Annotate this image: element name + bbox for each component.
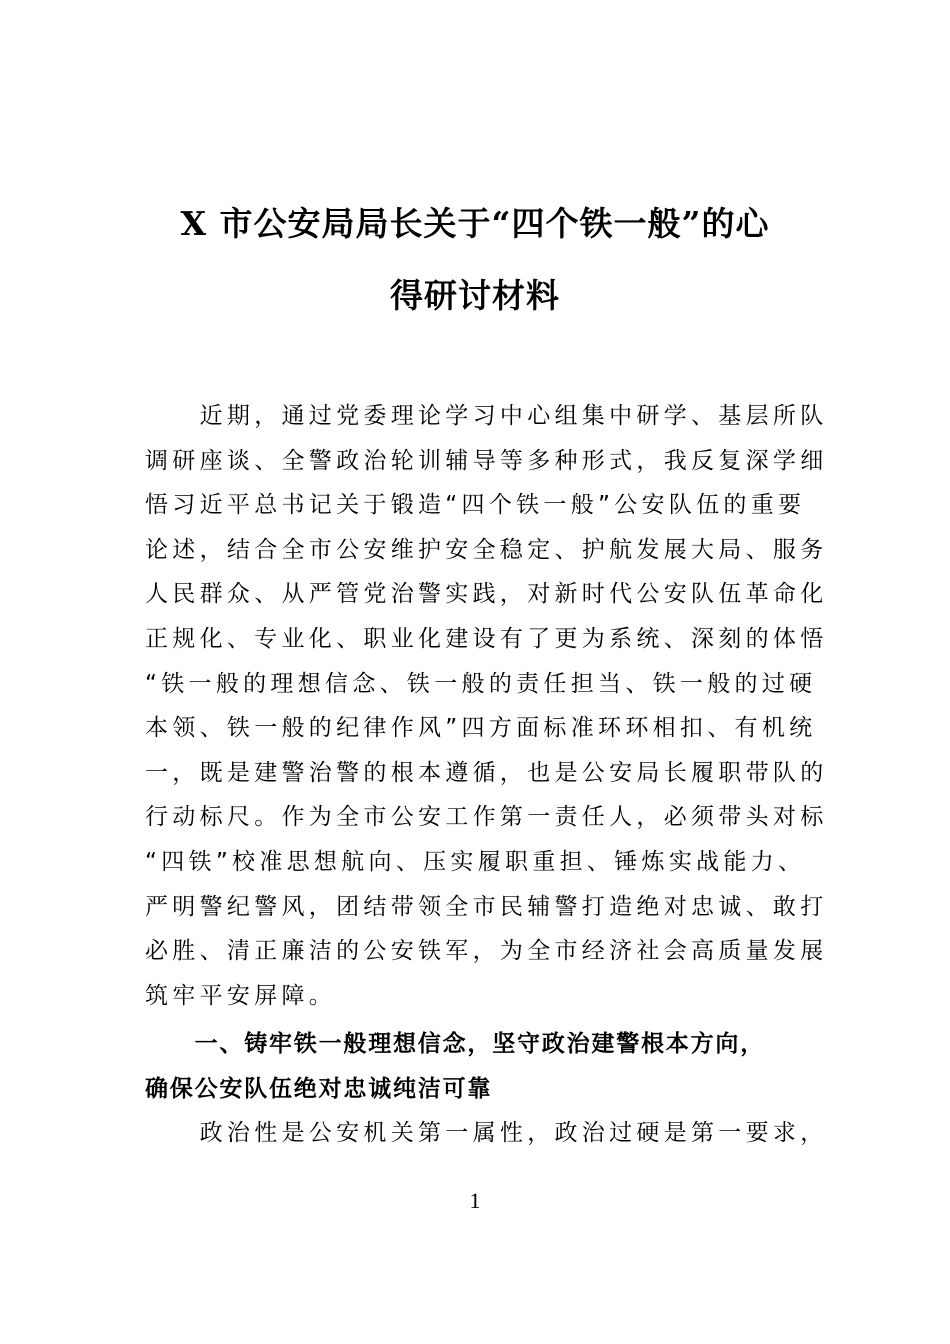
title-line-2: 得研讨材料 [390,276,560,315]
intro-paragraph [145,394,828,1018]
section-paragraph-line: 政治性是公安机关第一属性，政治过硬是第一要求， [145,1120,828,1146]
intro-line: 行动标尺。作为全市公安工作第一责任人，必须带头对标 [145,804,828,831]
section-heading-line: 确保公安队伍绝对忠诚纯洁可靠 [145,1075,493,1102]
section-heading [145,1022,805,1111]
intro-line: 调研座谈、全警政治轮训辅导等多种形式，我反复深学细 [145,447,828,474]
intro-line: “铁一般的理想信念、铁一般的责任担当、铁一般的过硬 [145,670,817,697]
section-heading-line: 一、铸牢铁一般理想信念，坚守政治建警根本方向， [145,1031,765,1057]
intro-line: 一，既是建警治警的根本遵循，也是公安局长履职带队的 [145,759,828,786]
intro-line: 悟习近平总书记关于锻造“四个铁一般”公安队伍的重要 [145,492,806,519]
intro-line: 严明警纪警风，团结带领全市民辅警打造绝对忠诚、敢打 [145,893,828,920]
intro-line: 论述，结合全市公安维护安全稳定、护航发展大局、服务 [145,536,828,563]
intro-line: 筑牢平安屏障。 [145,982,337,1009]
page-number: 1 [469,1188,481,1213]
document-title [140,188,810,332]
title-line-1: X 市公安局局长关于“四个铁一般”的心 [180,204,770,243]
intro-line: 人民群众、从严管党治警实践，对新时代公安队伍革命化 [145,581,828,608]
intro-line: “四铁”校准思想航向、压实履职重担、锤炼实战能力、 [145,848,806,875]
intro-line: 正规化、专业化、职业化建设有了更为系统、深刻的体悟 [145,625,828,652]
intro-line: 近期，通过党委理论学习中心组集中研学、基层所队 [145,403,828,429]
section-paragraph [145,1111,828,1156]
intro-line: 本领、铁一般的纪律作风”四方面标准环环相扣、有机统 [145,715,817,742]
intro-line: 必胜、清正廉洁的公安铁军，为全市经济社会高质量发展 [145,938,828,965]
